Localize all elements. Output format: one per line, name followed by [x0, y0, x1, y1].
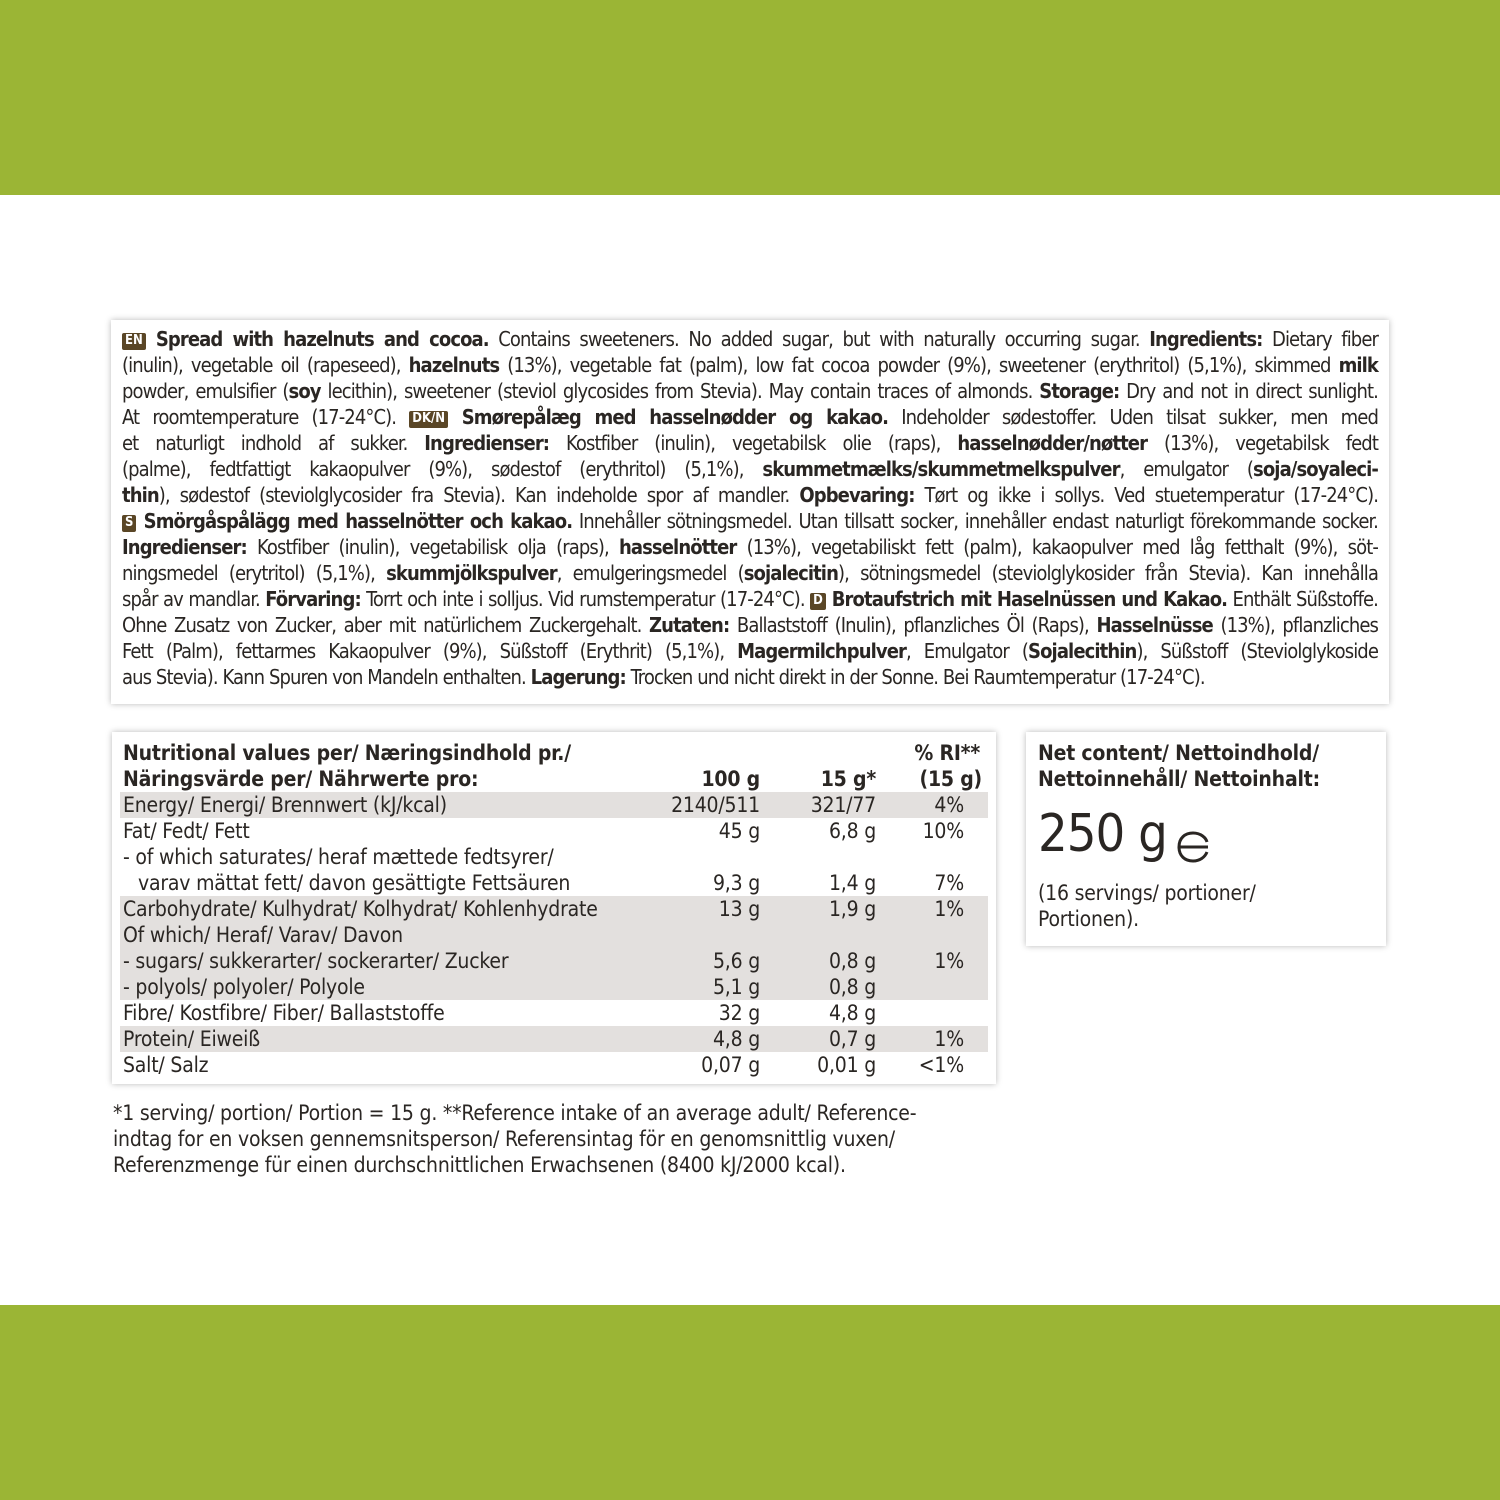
- text-segment: ), Süßstoff (Steviolglykoside: [1136, 639, 1379, 663]
- bold-text: Opbevaring:: [799, 483, 915, 507]
- column-header-15g: 15 g*: [820, 767, 876, 791]
- text-segment: (palme), fedtfattigt kakaopulver (9%), sødestof (erythritol) (5,1%),: [122, 457, 763, 481]
- text-segment: Ballaststoff (Inulin), pflanzliches Öl (Raps),: [729, 613, 1097, 637]
- bold-text: soja/soyaleci-: [1253, 457, 1378, 481]
- nutrition-table: [112, 732, 996, 1084]
- nutrient-label: varav mättat fett/ davon gesättigte Fettsäuren: [138, 871, 571, 895]
- nutrition-row: [120, 948, 988, 974]
- bold-text: skummetmælks/skummetmelkspulver: [762, 457, 1120, 481]
- nutrient-label: - of which saturates/ heraf mættede fedtsyrer/: [123, 845, 554, 869]
- ingredients-line: [122, 638, 1378, 664]
- top-color-band: [0, 0, 1500, 195]
- text-segment: (13%), vegetabiliskt fett (palm), kakaopulver med låg fetthalt (9%), söt-: [736, 535, 1378, 559]
- text-segment: ningsmedel (erytritol) (5,1%),: [122, 561, 387, 585]
- nutrition-row: [120, 844, 988, 870]
- nutrient-label: Fat/ Fedt/ Fett: [123, 819, 250, 843]
- value-per-15g: 0,7 g: [828, 1027, 876, 1051]
- text-segment: Dietary fiber: [1262, 327, 1378, 351]
- value-ri-percent: 4%: [934, 793, 964, 817]
- value-per-15g: 0,01 g: [817, 1053, 876, 1077]
- net-content-value: 250 g: [1038, 804, 1167, 864]
- bold-text: Smørepålæg med hasselnødder og kakao.: [448, 405, 889, 429]
- text-segment: aus Stevia). Kann Spuren von Mandeln enthalten.: [122, 665, 531, 689]
- text-segment: , emulgator (: [1119, 457, 1254, 481]
- text-segment: Tørt og ikke i sollys. Ved stuetemperatur (17-24°C).: [914, 483, 1379, 507]
- ingredients-line: [122, 352, 1378, 378]
- text-segment: At roomtemperature (17-24°C).: [122, 405, 410, 429]
- nutrition-row: [120, 1026, 988, 1052]
- text-segment: Torrt och inte i solljus. Vid rumstemperatur (17-24°C).: [360, 587, 811, 611]
- ingredients-panel: [111, 320, 1389, 704]
- nutrient-label: Carbohydrate/ Kulhydrat/ Kolhydrat/ Kohlenhydrate: [123, 897, 598, 921]
- bold-text: milk: [1338, 353, 1378, 377]
- column-header-ri: % RI**: [914, 741, 980, 765]
- text-segment: , emulgeringsmedel (: [556, 561, 744, 585]
- column-header-100g: 100 g: [701, 767, 760, 791]
- net-content-label-line1: Net content/ Nettoindhold/: [1038, 741, 1319, 765]
- value-per-100g: 45 g: [718, 819, 760, 843]
- value-per-100g: 9,3 g: [712, 871, 760, 895]
- nutrition-title-line2: Näringsvärde per/ Nährwerte pro:: [123, 767, 479, 791]
- nutrition-rows: [120, 792, 988, 1078]
- value-ri-percent: 1%: [934, 1027, 964, 1051]
- servings-line1: (16 servings/ portioner/: [1038, 881, 1256, 905]
- bold-text: hasselnødder/nøtter: [957, 431, 1148, 455]
- bold-text: soy: [288, 379, 321, 403]
- language-flag-badge: D: [810, 593, 826, 610]
- value-ri-percent: 7%: [934, 871, 964, 895]
- language-flag-badge: EN: [122, 333, 146, 350]
- ingredients-line: [122, 404, 1378, 430]
- ingredients-line: [122, 378, 1378, 404]
- bold-text: Sojalecithin: [1028, 639, 1137, 663]
- footnote-line3: Referenzmenge für einen durchschnittlichen Erwachsenen (8400 kJ/2000 kcal).: [113, 1153, 846, 1177]
- footnote: [113, 1100, 993, 1178]
- text-segment: Dry and not in direct sunlight.: [1119, 379, 1378, 403]
- value-per-15g: 321/77: [810, 793, 876, 817]
- footnote-line2: indtag for en voksen gennemsnitsperson/ Referensintag för en genomsnittlig vuxen/: [113, 1127, 895, 1151]
- net-content-panel: [1026, 732, 1386, 946]
- bold-text: Förvaring:: [265, 587, 361, 611]
- value-per-15g: 0,8 g: [828, 975, 876, 999]
- nutrition-table-header: [120, 740, 988, 792]
- value-per-15g: 6,8 g: [828, 819, 876, 843]
- value-per-100g: 2140/511: [671, 793, 760, 817]
- text-segment: (13%), vegetable fat (palm), low fat cocoa powder (9%), sweetener (erythritol) (5,1%), skimmed: [499, 353, 1339, 377]
- ingredients-line: [122, 482, 1378, 508]
- nutrition-row: [120, 1052, 988, 1078]
- value-per-15g: 4,8 g: [828, 1001, 876, 1025]
- text-segment: spår av mandlar.: [122, 587, 266, 611]
- text-segment: (13%), pflanzliches: [1212, 613, 1378, 637]
- nutrient-label: - polyols/ polyoler/ Polyole: [123, 975, 365, 999]
- ingredients-line: [122, 534, 1378, 560]
- nutrient-label: Of which/ Heraf/ Varav/ Davon: [123, 923, 403, 947]
- value-ri-percent: 1%: [934, 897, 964, 921]
- text-segment: et naturligt indhold af sukker.: [122, 431, 425, 455]
- ingredients-line: [122, 430, 1378, 456]
- estimated-e-mark-icon: [1175, 817, 1211, 851]
- ingredients-line: [122, 456, 1378, 482]
- ingredients-line: [122, 664, 1378, 690]
- value-ri-percent: 10%: [922, 819, 964, 843]
- nutrition-row: [120, 896, 988, 922]
- text-segment: ), sødestof (steviolglycosider fra Stevia). Kan indeholde spor af mandler.: [158, 483, 800, 507]
- value-per-100g: 32 g: [718, 1001, 760, 1025]
- bold-text: sojalecitin: [743, 561, 838, 585]
- nutrient-label: - sugars/ sukkerarter/ sockerarter/ Zucker: [123, 949, 509, 973]
- text-segment: Innehåller sötningsmedel. Utan tillsatt socker, innehåller endast naturligt förekommande socker.: [572, 509, 1378, 533]
- value-per-100g: 0,07 g: [701, 1053, 760, 1077]
- nutrition-row: [120, 922, 988, 948]
- bold-text: Lagerung:: [530, 665, 626, 689]
- bold-text: Ingredienser:: [424, 431, 550, 455]
- bold-text: Smörgåspålägg med hasselnötter och kakao.: [136, 509, 573, 533]
- nutrient-label: Salt/ Salz: [123, 1053, 209, 1077]
- text-segment: Kostfiber (inulin), vegetabilisk olja (raps),: [246, 535, 619, 559]
- bottom-color-band: [0, 1305, 1500, 1500]
- bold-text: Brotaufstrich mit Haselnüssen und Kakao.: [825, 587, 1228, 611]
- language-flag-badge: DK/N: [409, 411, 448, 428]
- nutrition-row: [120, 792, 988, 818]
- bold-text: Spread with hazelnuts and cocoa.: [145, 327, 489, 351]
- net-content-label-line2: Nettoinnehåll/ Nettoinhalt:: [1038, 767, 1320, 791]
- bold-text: hasselnötter: [618, 535, 737, 559]
- text-segment: lecithin), sweetener (steviol glycosides from Stevia). May contain traces of almonds.: [320, 379, 1040, 403]
- ingredients-line: [122, 326, 1378, 352]
- ingredients-line: [122, 560, 1378, 586]
- value-per-15g: 1,9 g: [828, 897, 876, 921]
- column-header-ri-portion: (15 g): [919, 767, 982, 791]
- value-per-15g: 1,4 g: [828, 871, 876, 895]
- value-ri-percent: 1%: [934, 949, 964, 973]
- text-segment: Enthält Süßstoffe.: [1227, 587, 1378, 611]
- bold-text: hazelnuts: [408, 353, 500, 377]
- text-segment: Contains sweeteners. No added sugar, but with naturally occurring sugar.: [488, 327, 1150, 351]
- ingredients-line: [122, 508, 1378, 534]
- text-segment: Fett (Palm), fettarmes Kakaopulver (9%), Süßstoff (Erythrit) (5,1%),: [122, 639, 738, 663]
- value-per-100g: 5,1 g: [712, 975, 760, 999]
- text-segment: , Emulgator (: [906, 639, 1029, 663]
- text-segment: (inulin), vegetable oil (rapeseed),: [122, 353, 409, 377]
- nutrient-label: Fibre/ Kostfibre/ Fiber/ Ballaststoffe: [123, 1001, 445, 1025]
- nutrition-row: [120, 818, 988, 844]
- bold-text: Zutaten:: [649, 613, 730, 637]
- value-ri-percent: <1%: [918, 1053, 964, 1077]
- net-content-value-row: [1038, 804, 1374, 864]
- language-flag-badge: S: [122, 515, 136, 532]
- bold-text: Ingredienser:: [122, 535, 247, 559]
- footnote-line1: *1 serving/ portion/ Portion = 15 g. **Reference intake of an average adult/ Reference-: [113, 1101, 917, 1125]
- text-segment: Ohne Zusatz von Zucker, aber mit natürlichem Zuckergehalt.: [122, 613, 650, 637]
- text-segment: Trocken und nicht direkt in der Sonne. Bei Raumtemperatur (17-24°C).: [625, 665, 1205, 689]
- ingredients-line: [122, 586, 1378, 612]
- bold-text: skummjölkspulver: [386, 561, 557, 585]
- value-per-15g: 0,8 g: [828, 949, 876, 973]
- bold-text: Magermilchpulver: [737, 639, 906, 663]
- bold-text: Hasselnüsse: [1096, 613, 1213, 637]
- bold-text: thin: [122, 483, 159, 507]
- text-segment: Indeholder sødestoffer. Uden tilsat sukker, men med: [888, 405, 1378, 429]
- bold-text: Storage:: [1039, 379, 1120, 403]
- value-per-100g: 5,6 g: [712, 949, 760, 973]
- nutrition-title-line1: Nutritional values per/ Næringsindhold pr./: [123, 741, 571, 765]
- nutrient-label: Protein/ Eiweiß: [123, 1027, 260, 1051]
- value-per-100g: 4,8 g: [712, 1027, 760, 1051]
- text-segment: Kostfiber (inulin), vegetabilsk olie (raps),: [549, 431, 958, 455]
- nutrient-label: Energy/ Energi/ Brennwert (kJ/kcal): [123, 793, 447, 817]
- text-segment: powder, emulsifier (: [122, 379, 289, 403]
- nutrition-row: [120, 974, 988, 1000]
- servings-line2: Portionen).: [1038, 907, 1139, 931]
- nutrition-row: [120, 1000, 988, 1026]
- value-per-100g: 13 g: [718, 897, 760, 921]
- text-segment: ), sötningsmedel (steviolglykosider från Stevia). Kan innehålla: [838, 561, 1378, 585]
- nutrition-row: [120, 870, 988, 896]
- text-segment: (13%), vegetabilsk fedt: [1147, 431, 1378, 455]
- bold-text: Ingredients:: [1149, 327, 1263, 351]
- ingredients-line: [122, 612, 1378, 638]
